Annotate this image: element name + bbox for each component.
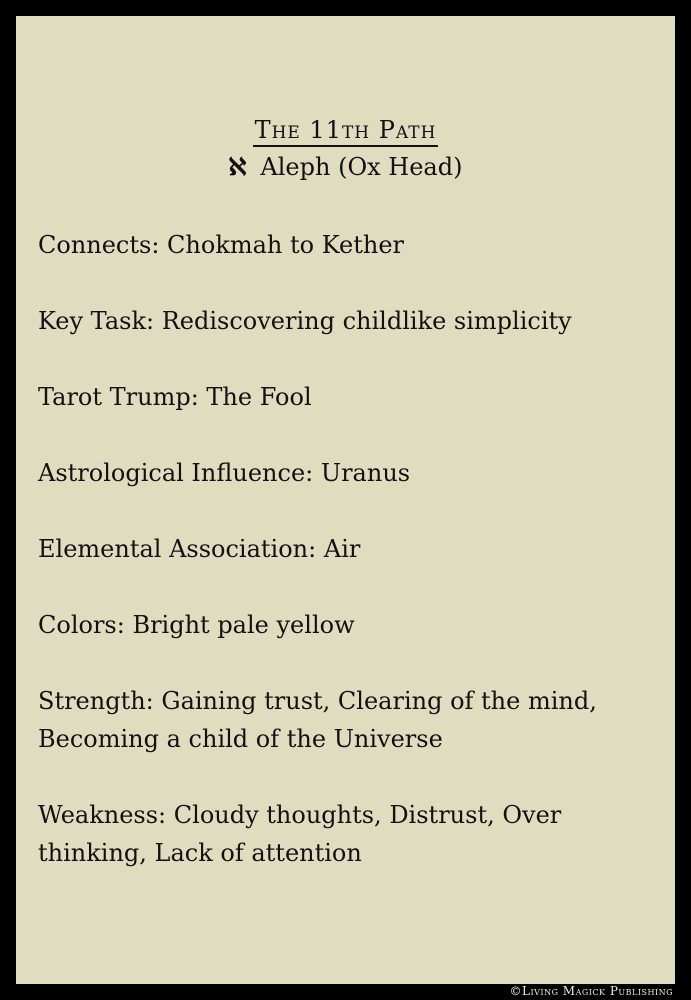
- card-title: [16, 116, 675, 147]
- entry-strength: Strength: Gaining trust, Clearing of the mind, Becoming a child of the Universe: [38, 687, 597, 753]
- entry-colors: Colors: Bright pale yellow: [38, 611, 355, 639]
- card-title-text: The 11th Path: [253, 116, 439, 147]
- card-subtitle: [16, 152, 675, 182]
- card-subtitle-text: Aleph (Ox Head): [260, 153, 463, 181]
- entry-astrological-influence: Astrological Influence: Uranus: [38, 459, 411, 487]
- entry-key-task: Key Task: Rediscovering childlike simplicity: [38, 307, 572, 335]
- card-content: [16, 16, 675, 984]
- entry-elemental-association: Elemental Association: Air: [38, 535, 361, 563]
- entry-connects: Connects: Chokmah to Kether: [38, 231, 404, 259]
- hebrew-letter-icon: ℵ: [228, 152, 247, 181]
- entry-list: [38, 226, 663, 910]
- entry-tarot-trump: Tarot Trump: The Fool: [38, 383, 312, 411]
- card: [16, 16, 675, 984]
- copyright-footer: ©Living Magick Publishing: [509, 984, 673, 998]
- entry-weakness: Weakness: Cloudy thoughts, Distrust, Over thinking, Lack of attention: [38, 801, 562, 867]
